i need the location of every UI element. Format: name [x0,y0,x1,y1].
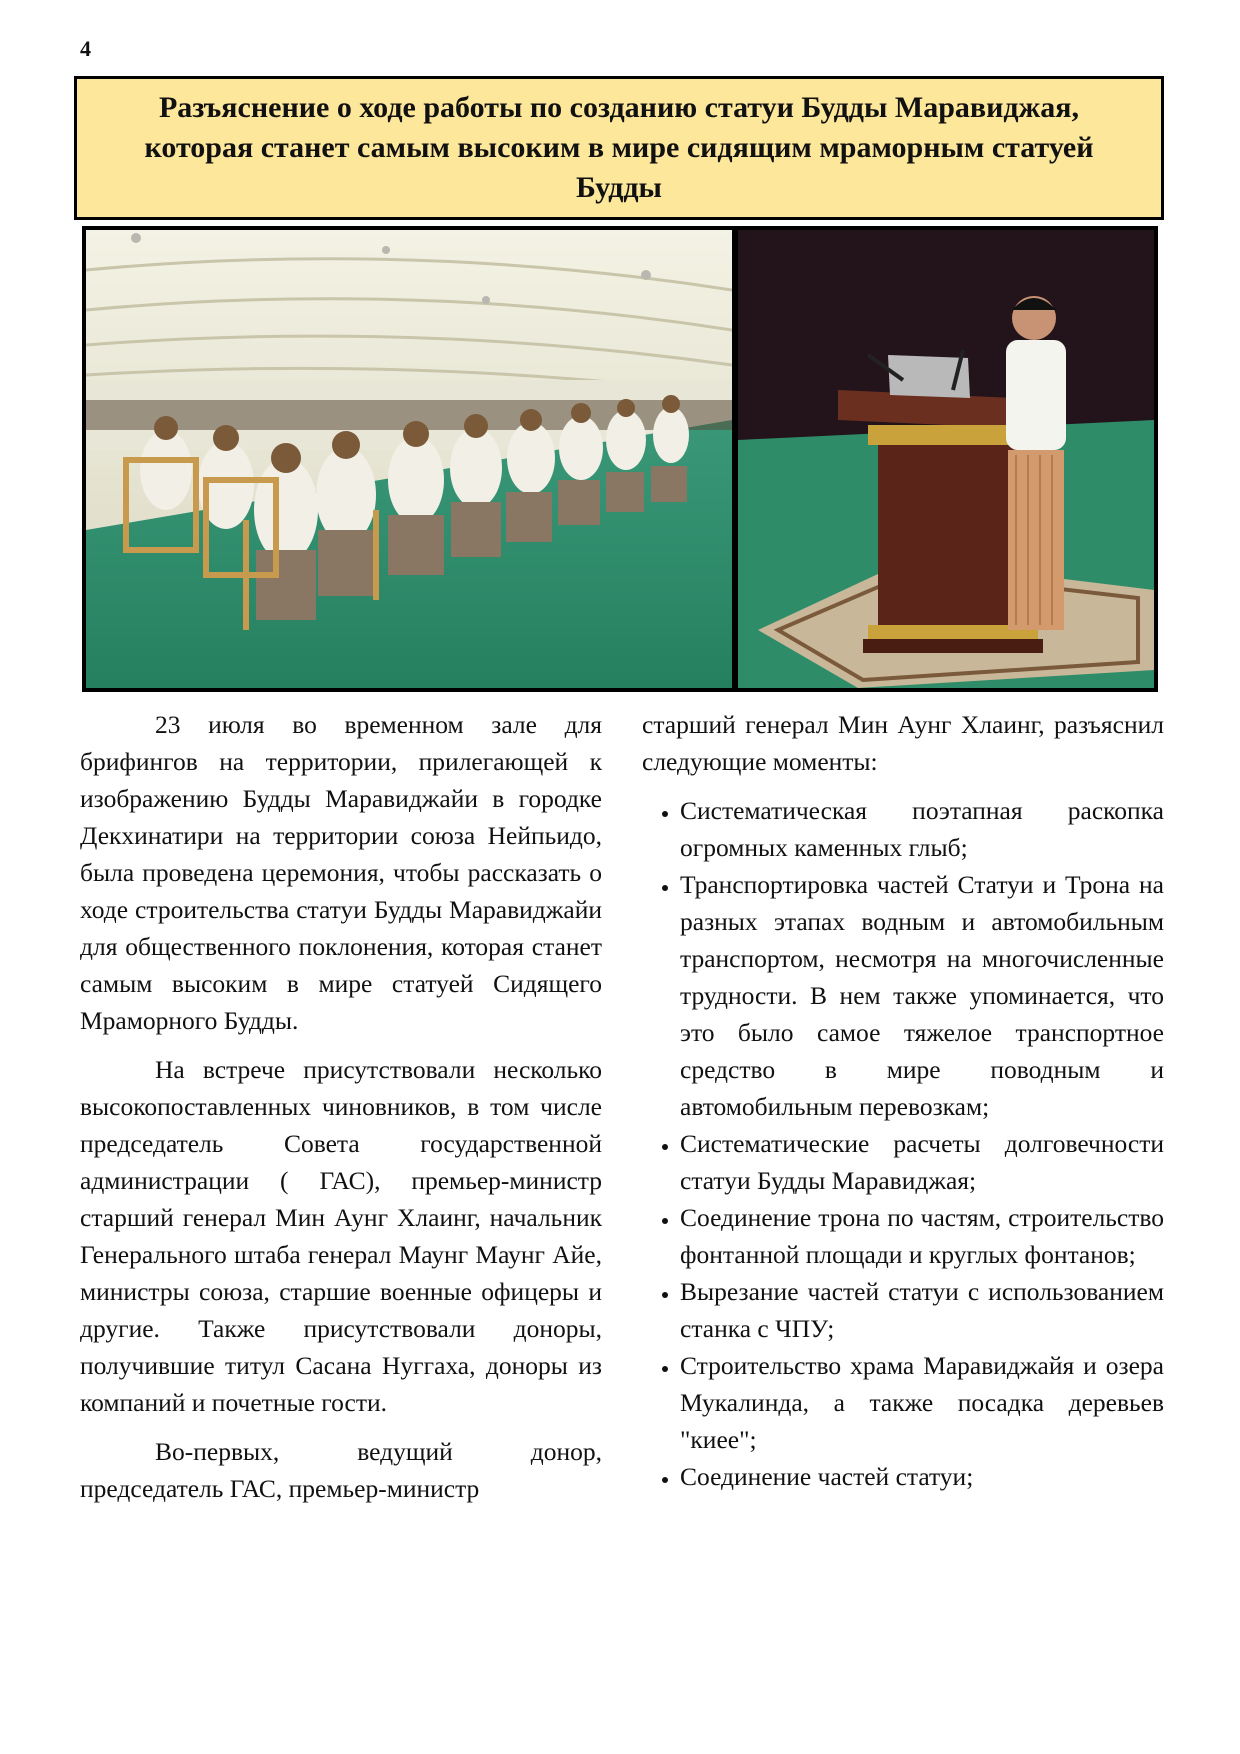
points-list [642,792,1164,1495]
page-number: 4 [80,36,91,61]
list-item: • Систематические расчеты долговечности статуи Будды Маравиджая; [680,1125,1164,1199]
right-column [642,706,1164,1495]
paragraph-first: Во-первых, ведущий донор, председатель ГАС, премьер-министр [80,1437,602,1503]
photo-frame [82,226,1158,692]
title-banner [74,76,1164,220]
paragraph-intro: 23 июля во временном зале для брифингов на территории, прилегающей к изображению Будды Маравиджайи в городке Декхинатири на территории союза Нейпьидо, была проведена церемония, чтобы рассказать о ходе строительства статуи Будды Маравиджайи для общественного поклонения, которая станет самым высоким в мире статуей Сидящего Мраморного Будды. [80,710,602,1035]
speaker-podium-photo [738,230,1154,688]
audience-photo [86,230,732,688]
paragraph-attendees: На встрече присутствовали несколько высокопоставленных чиновников, в том числе председатель Совета государственной администрации ( ГАС), премьер-министр старший генерал Мин Аунг Хлаинг, начальник Генерального штаба генерал Маунг Маунг Айе, министры союза, старшие военные офицеры и другие. Также присутствовали доноры, получившие титул Сасана Нуггаха, доноры из компаний и почетные гости. [80,1055,602,1417]
list-item: • Соединение частей статуи; [680,1458,1164,1495]
list-item: • Систематическая поэтапная раскопка огромных каменных глыб; [680,792,1164,866]
left-column [80,706,602,1519]
list-item: • Строительство храма Маравиджайя и озера Мукалинда, а также посадка деревьев "киее"; [680,1347,1164,1458]
list-item: • Вырезание частей статуи с использованием станка с ЧПУ; [680,1273,1164,1347]
article-title: Разъяснение о ходе работы по созданию статуи Будды Маравиджая, которая станет самым высоким в мире сидящим мраморным статуей Будды [144,91,1094,204]
paragraph-continuation: старший генерал Мин Аунг Хлаинг, разъяснил следующие моменты: [642,710,1164,776]
speaker-podium-image [738,230,1154,688]
list-item: • Соединение трона по частям, строительство фонтанной площади и круглых фонтанов; [680,1199,1164,1273]
audience-photo-image [86,230,732,688]
list-item: • Транспортировка частей Статуи и Трона на разных этапах водным и автомобильным транспортом, несмотря на многочисленные трудности. В нем также упоминается, что это было самое тяжелое транспортное средство в мире поводным и автомобильным перевозкам; [680,866,1164,1125]
